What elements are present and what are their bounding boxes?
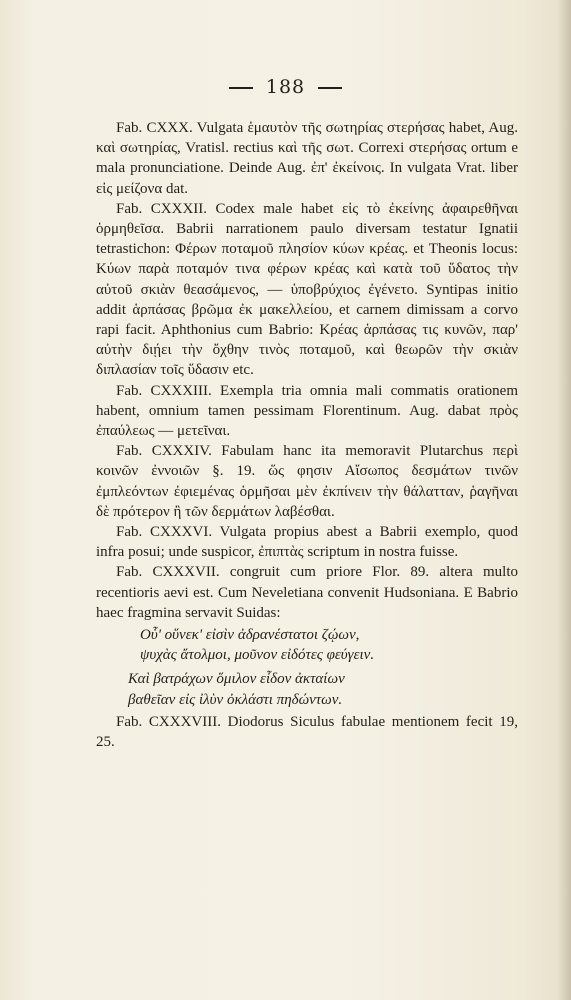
verse-line: βαθεῖαν εἰς ἰλὺν ὀκλάστι πηδώντων. — [128, 691, 343, 708]
paragraph-fab-133: Fab. CXXXIII. Exempla tria omnia mali commatis orationem habent, omnium tamen pessimam Florentinum. Aug. dabat πρὸς ἐπαύλεως — μετεῖναι. — [96, 382, 518, 440]
page-spine-shadow — [557, 0, 571, 1000]
page-header — [0, 76, 571, 98]
commentary-body — [96, 118, 518, 752]
paragraph-fab-137: Fab. CXXXVII. congruit cum priore Flor. 89. altera multo recentioris aevi est. Cum Neveletiana convenit Hudsoniana. E Babrio haec fragmina servavit Suidas: — [96, 564, 518, 621]
header-dash-left — [229, 87, 253, 89]
paragraph-fab-136: Fab. CXXXVI. Vulgata propius abest a Babrii exemplo, quod infra posui; unde suspicor, ἐπιπτὰς scriptum in nostra fuisse. — [96, 524, 518, 561]
paragraph-fab-132: Fab. CXXXII. Codex male habet εἰς τὸ ἐκείνης ἀφαιρεθῆναι ὁρμηθεῖσα. Babrii narrationem paulo diversam testatur Ignatii tetrastichon: Φέρων ποταμοῦ πλησίον κύων κρέας. et Theonis locus: Κύων παρὰ ποταμόν τινα φέρων κρέας καὶ κατὰ τοῦ ὕδατος τὴν αὐτοῦ σκιὰν θεασάμενος, — ὑποβρύχιος ἐγένετο. Syntipas initio addit ἁρπάσας βρῶμα ἐκ μακελλείου, et carnem dimissam a corvo rapi facit. Aphthonius cum Babrio: Κρέας ἁρπάσας τις κυνῶν, παρ' αὐτὴν διῄει τὴν ὄχθην τινὸς ποταμοῦ, καὶ θεωρῶν τὴν σκιὰν διπλασίαν τοῖς ὕδασιν etc. — [96, 200, 518, 379]
paragraph-fab-138: Fab. CXXXVIII. Diodorus Siculus fabulae mentionem fecit 19, 25. — [96, 713, 518, 751]
header-dash-right — [318, 87, 342, 89]
verse-line: Οὗ' οὕνεκ' εἰσὶν ἀδρανέστατοι ζῴων, — [140, 627, 360, 644]
paragraph-fab-134: Fab. CXXXIV. Fabulam hanc ita memoravit Plutarchus περὶ κοινῶν ἐννοιῶν §. 19. ὥς φησιν Αἴσωπος δεσμάτων τινῶν ἐμπλεόντων ἐφιεμένας ὁρμῆσαι μὲν ἐκπίνειν τὴν θάλατταν, ῥαγῆναι δὲ πρότερον ἢ τῶν δερμάτων λαβέσθαι. — [96, 443, 518, 520]
paragraph-fab-130: Fab. CXXX. Vulgata ἑμαυτὸν τῆς σωτηρίας στερήσας habet, Aug. καὶ σωτηρίας, Vratisl. rectius καὶ τῆς σωτ. Correxi στερήσας ortum e mala pronunciatione. Deinde Aug. ἐπ' ἐκείνοις. In vulgata Vrat. liber εἰς μείζονα dat. — [96, 120, 518, 197]
verse-fragment-1 — [140, 625, 518, 665]
verse-line: Καὶ βατράχων ὅμιλον εἶδον ἀκταίων — [128, 671, 345, 688]
verse-line: ψυχὰς ἄτολμοι, μοῦνον εἰδότες φεύγειν. — [140, 647, 375, 664]
verse-fragment-2 — [128, 669, 518, 709]
page-number: 188 — [265, 76, 306, 98]
